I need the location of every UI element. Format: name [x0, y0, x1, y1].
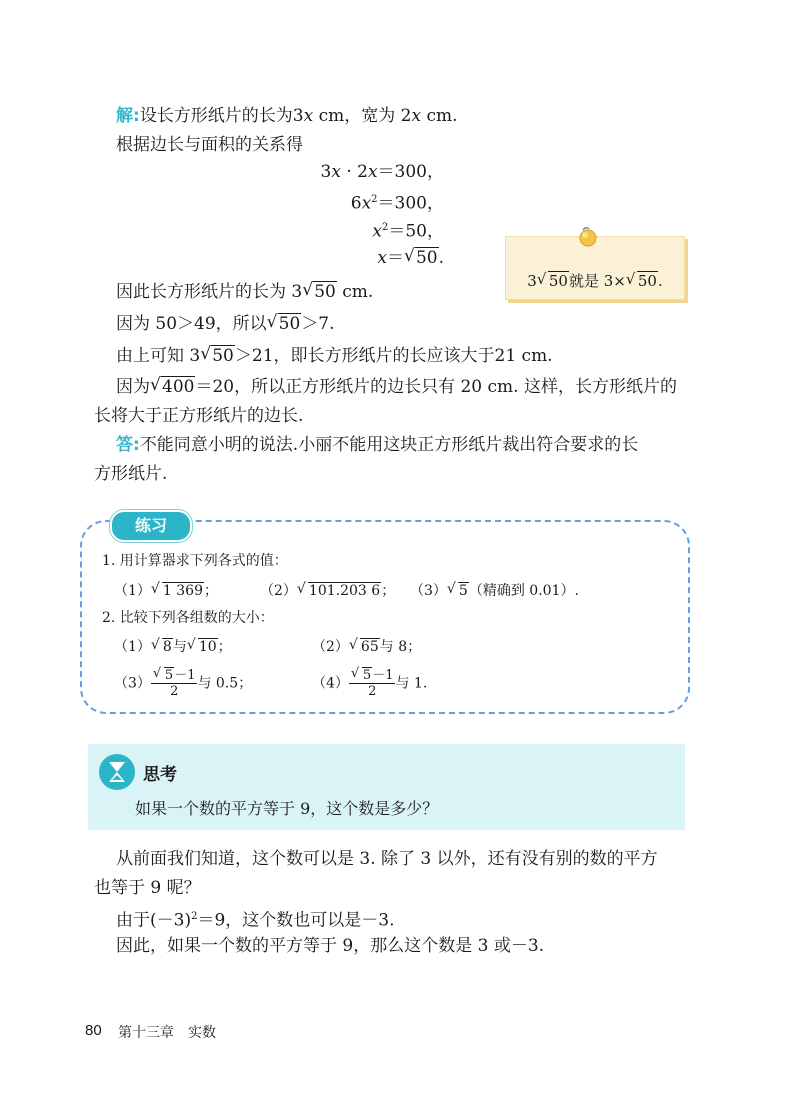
practice-tab: 练习	[110, 510, 192, 542]
answer-label: 答:	[116, 435, 140, 455]
solution-line-3: 因此长方形纸片的长为 3√ 50 cm.	[116, 280, 373, 304]
answer-line-1: 答:不能同意小明的说法.小丽不能用这块正方形纸片裁出符合要求的长	[116, 435, 639, 455]
body-paragraph-1-cont: 也等于 9 呢？	[94, 878, 201, 898]
solution-line-7: 长将大于正方形纸片的边长.	[94, 406, 304, 426]
equation-3: $x^2=50$，	[372, 221, 444, 242]
solution-label: 解:	[116, 106, 140, 126]
practice-q1-items: （1）√ 1 369；	[114, 580, 218, 602]
think-question: 如果一个数的平方等于 9，这个数是多少？	[135, 799, 439, 818]
practice-q1-item2: （2）√ 101.203 6；	[260, 580, 395, 602]
equation-1: 3x · 2x＝300，	[320, 162, 444, 182]
chapter-title: 第十三章 实数	[118, 1025, 216, 1041]
equation-2: $6x^2=300$，	[350, 193, 444, 214]
note-text: 3√ 50就是 3×√ 50.	[506, 270, 684, 291]
solution-line-4: 因为 50＞49，所以√ 50＞7.	[116, 312, 335, 336]
practice-q1-item3: （3）√ 5（精确到 0.01）.	[410, 580, 579, 602]
solution-line-1: 解:设长方形纸片的长为3x cm，宽为 2x cm.	[116, 106, 458, 126]
practice-q2-item2: （2）√ 65与 8；	[312, 636, 421, 658]
solution-line-5: 由上可知 3√ 50＞21，即长方形纸片的长应该大于21 cm.	[116, 344, 553, 368]
practice-question-2: 2. 比较下列各组数的大小：	[102, 610, 274, 626]
practice-question-1: 1. 用计算器求下列各式的值：	[102, 553, 288, 569]
equation-4: x＝√ 50.	[377, 246, 444, 270]
pushpin-icon	[577, 226, 599, 248]
hourglass-icon	[98, 753, 136, 791]
solution-line-2: 根据边长与面积的关系得	[116, 135, 303, 155]
page-number: 80	[85, 1022, 102, 1039]
practice-q2-item3: （3） √ $\frac{5-1}{2}$ 与 0.5；	[114, 668, 252, 699]
answer-line-2: 方形纸片.	[94, 464, 168, 484]
body-paragraph-1: 从前面我们知道，这个数可以是 3. 除了 3 以外，还有没有别的数的平方	[116, 849, 658, 869]
solution-line-6: 因为√ 400＝20，所以正方形纸片的边长只有 20 cm. 这样，长方形纸片的	[116, 375, 677, 399]
practice-q2-item1: （1）√ 8与√ 10；	[114, 636, 232, 658]
body-paragraph-3: 因此，如果一个数的平方等于 9，那么这个数是 3 或－3.	[116, 936, 545, 956]
think-title: 思考	[143, 765, 177, 785]
practice-q2-item4: （4） √ $\frac{5-1}{2}$ 与 1.	[312, 668, 427, 699]
body-paragraph-2: 由于$(-3)^2=9$，这个数也可以是－3.	[116, 910, 395, 931]
